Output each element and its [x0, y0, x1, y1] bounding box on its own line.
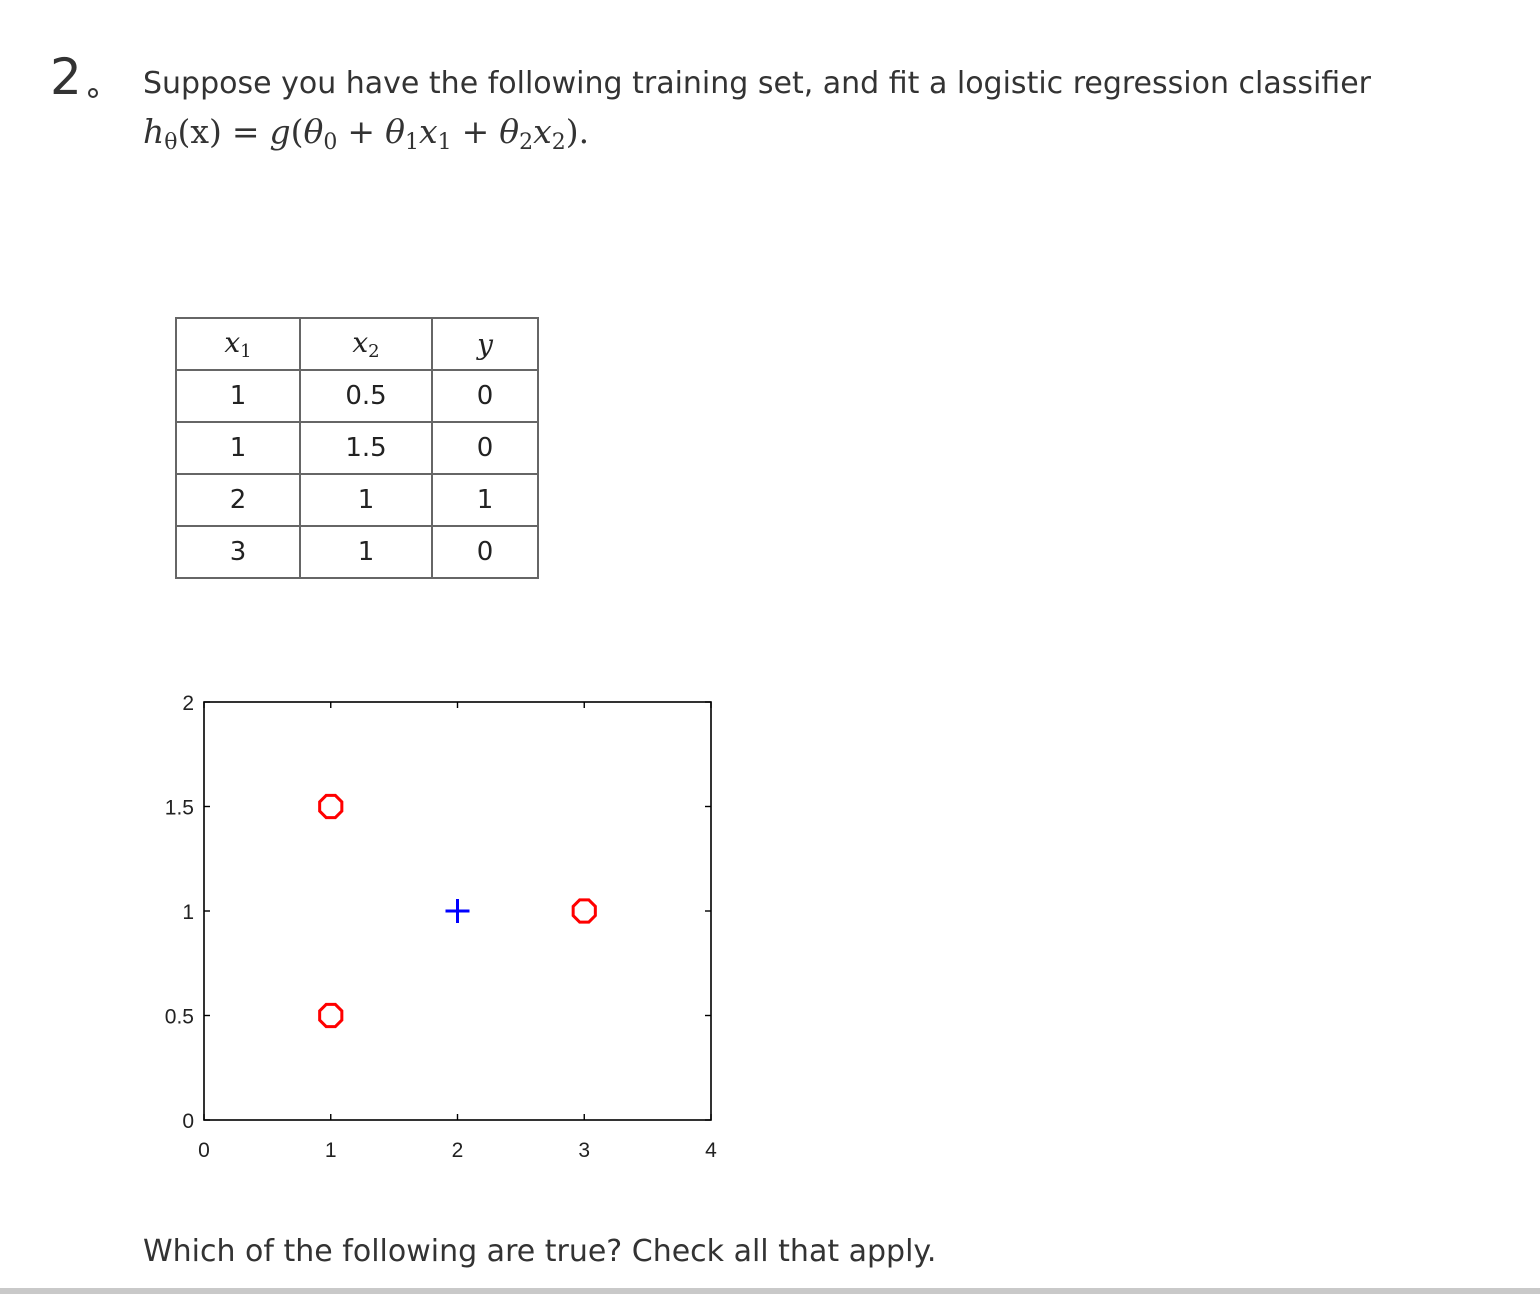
formula-theta0-sub: 0: [323, 130, 338, 155]
formula-equals: =: [231, 112, 260, 151]
formula-x1: x: [418, 112, 438, 151]
question-prompt: Which of the following are true? Check all that apply.: [143, 1234, 937, 1269]
table-cell: 2: [176, 474, 300, 526]
formula-plus-2: +: [461, 112, 490, 151]
table-cell: 0.5: [300, 370, 432, 422]
formula-h: h: [143, 112, 165, 151]
x-tick-label: 0: [198, 1139, 210, 1162]
formula-theta1-sub: 1: [404, 130, 419, 155]
formula-g: g: [269, 112, 291, 151]
bottom-divider: [0, 1288, 1540, 1294]
table-cell: 0: [432, 370, 538, 422]
table-cell: 1: [432, 474, 538, 526]
formula-open: (: [290, 112, 304, 151]
formula-x2-sub: 2: [551, 130, 566, 155]
table-cell: 1: [176, 422, 300, 474]
formula-theta2-sub: 2: [519, 130, 534, 155]
y-tick-label: 1: [182, 901, 194, 924]
x-tick-label: 2: [451, 1139, 464, 1162]
y-tick-label: 1.5: [164, 796, 194, 820]
formula-arg: (x): [177, 112, 222, 151]
table-header-x2: $x_2$: [300, 318, 432, 370]
formula-plus-1: +: [347, 112, 376, 151]
table-cell: 3: [176, 526, 300, 578]
table-cell: 1: [300, 526, 432, 578]
table-cell: 1: [176, 370, 300, 422]
table-header-x1: $x_1$: [176, 318, 300, 370]
y-tick-label: 2: [182, 692, 194, 715]
formula-theta1: θ: [385, 112, 405, 151]
x-tick-label: 1: [324, 1139, 337, 1162]
y-tick-label: 0: [182, 1110, 194, 1133]
x-tick-label: 4: [705, 1139, 717, 1162]
table-header-y: y: [432, 318, 538, 370]
y-tick-label: 0.5: [164, 1005, 194, 1029]
formula-theta0: θ: [303, 112, 324, 151]
question-stem: Suppose you have the following training set, and fit a logistic regression classifier: [143, 66, 1371, 101]
table-cell: 0: [432, 526, 538, 578]
formula-theta2: θ: [499, 112, 520, 151]
table-cell: 1: [300, 474, 432, 526]
question-number: 2: [50, 48, 82, 106]
formula-h-sub: θ: [164, 130, 178, 155]
formula-x1-sub: 1: [437, 130, 452, 155]
table-cell: 1.5: [300, 422, 432, 474]
formula-x2: x: [533, 112, 552, 151]
x-tick-label: 3: [578, 1139, 591, 1162]
table-cell: 0: [432, 422, 538, 474]
formula-close: ).: [565, 112, 590, 151]
